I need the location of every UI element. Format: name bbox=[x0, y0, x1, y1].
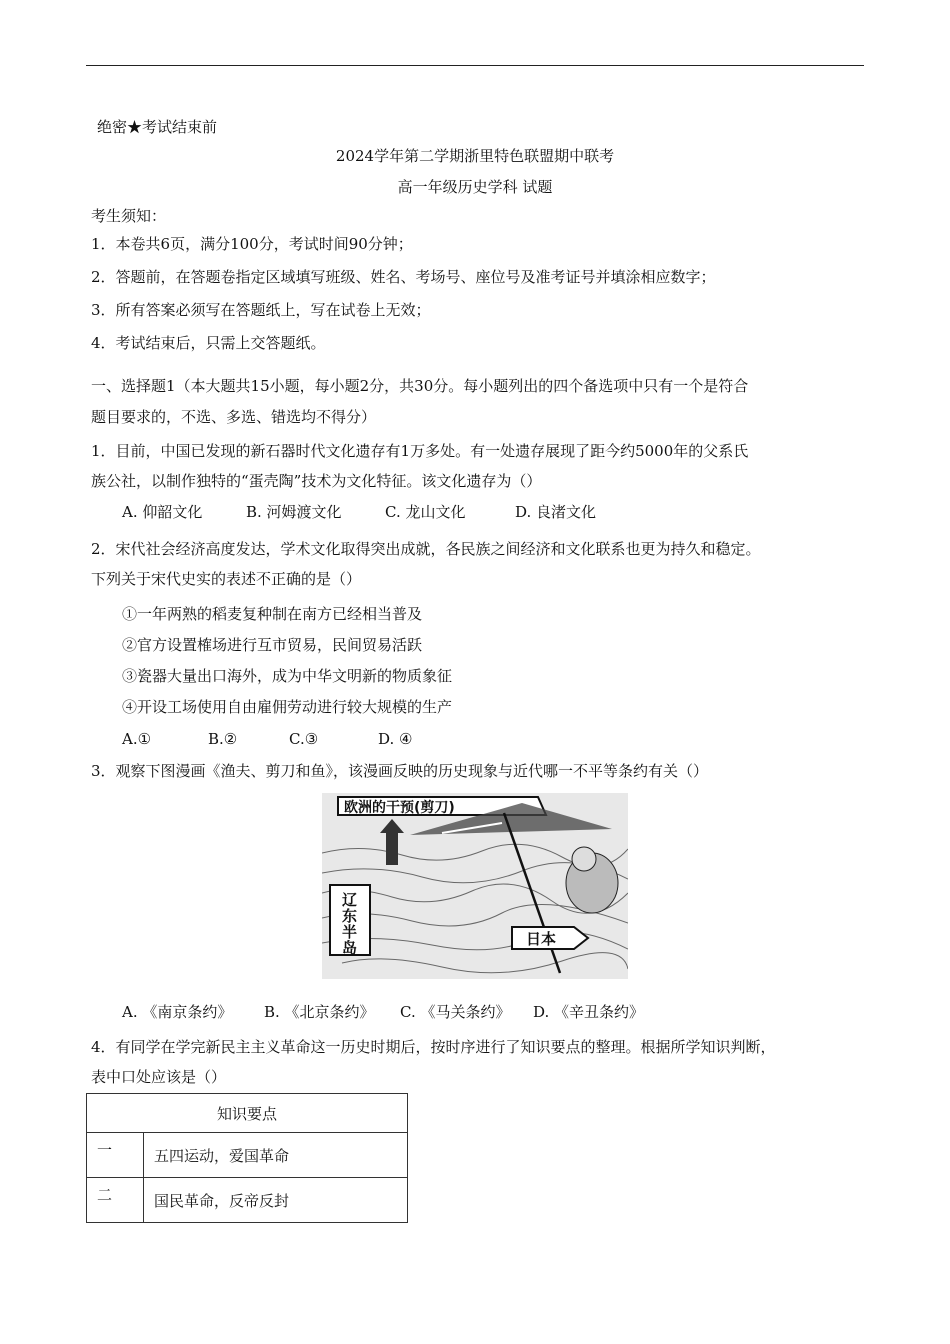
q4-stem: 4．有同学在学完新民主主义革命这一历史时期后，按时序进行了知识要点的整理。根据所学知识判断， bbox=[91, 1038, 776, 1056]
knowledge-table bbox=[86, 1093, 408, 1223]
notice-item: 1．本卷共6页，满分100分，考试时间90分钟； bbox=[91, 235, 413, 253]
q3-stem: 3．观察下图漫画《渔夫、剪刀和鱼》，该漫画反映的历史现象与近代哪一不平等条约有关（） bbox=[91, 762, 709, 780]
q2-option-d: D. ④ bbox=[378, 730, 413, 748]
notice-item: 4．考试结束后，只需上交答题纸。 bbox=[91, 334, 326, 352]
q2-statement: ①一年两熟的稻麦复种制在南方已经相当普及 bbox=[122, 605, 423, 623]
exam-title: 2024学年第二学期浙里特色联盟期中联考 bbox=[335, 147, 615, 165]
q3-option-d: D. 《辛丑条约》 bbox=[533, 1003, 645, 1021]
q1-option-a: A. 仰韶文化 bbox=[122, 503, 203, 521]
q4-stem-cont: 表中口处应该是（） bbox=[91, 1068, 227, 1086]
q1-stem-cont: 族公社，以制作独特的“蛋壳陶”技术为文化特征。该文化遗存为（） bbox=[91, 472, 542, 490]
q2-option-a: A.① bbox=[122, 730, 152, 748]
q2-stem: 2．宋代社会经济高度发达，学术文化取得突出成就，各民族之间经济和文化联系也更为持久和稳定。 bbox=[91, 540, 761, 558]
notice-item: 2．答题前，在答题卷指定区域填写班级、姓名、考场号、座位号及准考证号并填涂相应数字； bbox=[91, 268, 716, 286]
q3-option-a: A. 《南京条约》 bbox=[122, 1003, 233, 1021]
section-heading-cont: 题目要求的，不选、多选、错选均不得分） bbox=[91, 408, 377, 426]
q1-option-c: C. 龙山文化 bbox=[385, 503, 466, 521]
notice-item: 3．所有答案必须写在答题纸上，写在试卷上无效； bbox=[91, 301, 431, 319]
table-cell-num: 一 bbox=[87, 1133, 144, 1178]
table-cell-text: 国民革命，反帝反封 bbox=[144, 1178, 408, 1223]
q3-option-c: C. 《马关条约》 bbox=[400, 1003, 511, 1021]
q2-statement: ③瓷器大量出口海外，成为中华文明新的物质象征 bbox=[122, 667, 453, 685]
table-header: 知识要点 bbox=[87, 1094, 408, 1133]
q1-stem: 1．目前，中国已发现的新石器时代文化遗存有1万多处。有一处遗存展现了距今约5000年的父系氏 bbox=[91, 442, 749, 460]
q2-option-b: B.② bbox=[208, 730, 238, 748]
q1-option-b: B. 河姆渡文化 bbox=[246, 503, 342, 521]
section-heading: 一、选择题1（本大题共15小题，每小题2分，共30分。每小题列出的四个备选项中只有一个是符合 bbox=[91, 377, 749, 395]
cartoon-banner: 欧洲的干预(剪刀) bbox=[344, 800, 455, 816]
table-cell-text: 五四运动，爱国革命 bbox=[144, 1133, 408, 1178]
q3-option-b: B. 《北京条约》 bbox=[264, 1003, 375, 1021]
q2-statement: ②官方设置榷场进行互市贸易，民间贸易活跃 bbox=[122, 636, 423, 654]
notice-title: 考生须知： bbox=[91, 207, 167, 225]
table-cell-num: 二 bbox=[87, 1178, 144, 1223]
header-rule bbox=[86, 65, 864, 66]
cartoon-label-right: 日本 bbox=[526, 930, 557, 948]
cartoon-image bbox=[322, 793, 628, 979]
q2-statement: ④开设工场使用自由雇佣劳动进行较大规模的生产 bbox=[122, 698, 453, 716]
svg-text:辽东半岛: 辽东半岛 bbox=[342, 891, 358, 957]
q2-stem-cont: 下列关于宋代史实的表述不正确的是（） bbox=[91, 570, 362, 588]
q1-option-d: D. 良渚文化 bbox=[515, 503, 597, 521]
q2-option-c: C.③ bbox=[289, 730, 319, 748]
table-row bbox=[87, 1133, 408, 1178]
table-row bbox=[87, 1178, 408, 1223]
table-header-row bbox=[87, 1094, 408, 1133]
secret-label: 绝密★考试结束前 bbox=[97, 118, 218, 136]
subject-title: 高一年级历史学科 试题 bbox=[397, 178, 553, 196]
